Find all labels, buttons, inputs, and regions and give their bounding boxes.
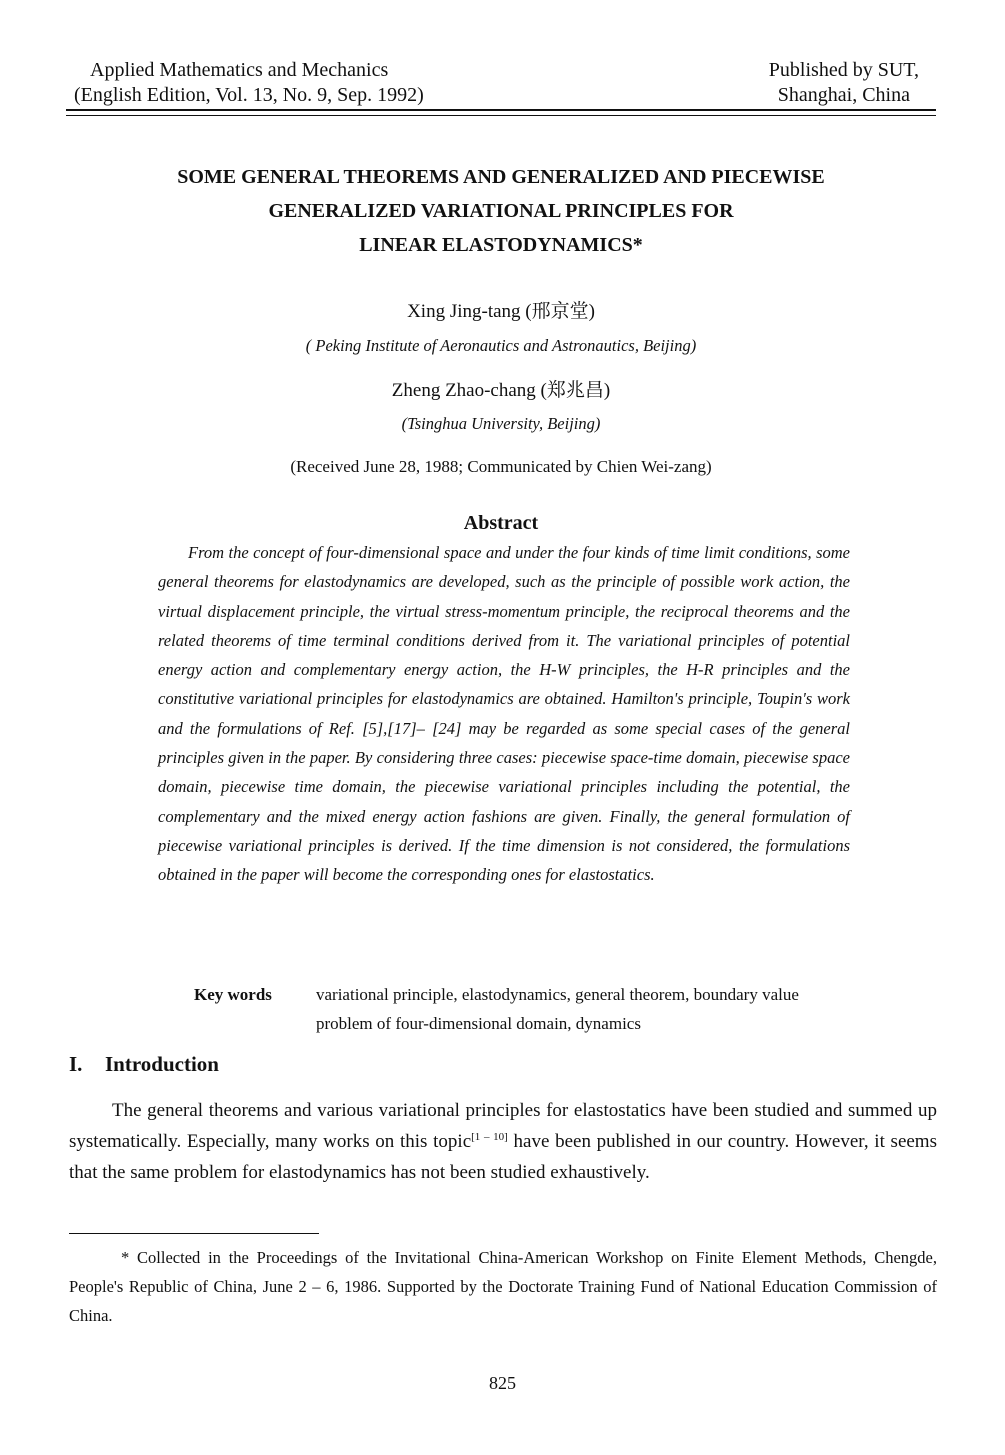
footnote: * Collected in the Proceedings of the Invitational China-American Workshop on Finite Element Methods, Chengde, People's Republic of China, June 2 – 6, 1986. Supported by the Doctorate Training Fund of National Education Commission of China. [69,1248,937,1325]
paper-title [66,160,936,262]
abstract-text: From the concept of four-dimensional space and under the four kinds of time limit conditions, some general theorems for elastodynamics are developed, such as the principle of possible work action, the virtual displacement principle, the virtual stress-momentum principle, the reciprocal theorems and the related theorems of time terminal conditions derived from it. The variational principles of potential energy action and complementary energy action, the H-W principles, the H-R principles and the constitutive variational principles for elastodynamics are obtained. Hamilton's principle, Toupin's work and the formulations of Ref. [5],[17]– [24] may be regarded as some special cases of the general principles given in the paper. By considering three cases: piecewise space-time domain, piecewise space domain, piecewise time domain, the piecewise variational principles including the potential, the complementary and the mixed energy action fashions are given. Finally, the general formulation of piecewise variational principles is derived. If the time dimension is not considered, the formulations obtained in the paper will become the corresponding ones for elastostatics. [158,543,850,885]
author-2: Zheng Zhao-chang (郑兆昌) [391,380,611,401]
author-1: Xing Jing-tang (邢京堂) [407,301,595,322]
title-line-3: LINEAR ELASTODYNAMICS* [359,234,643,256]
title-line-1: SOME GENERAL THEOREMS AND GENERALIZED AND PIECEWISE [177,166,825,188]
journal-header [74,58,424,108]
publisher-header [769,58,919,108]
affiliation-1: ( Peking Institute of Aeronautics and Astronautics, Beijing) [305,336,697,355]
page-number: 825 [489,1373,516,1393]
header-rule-thick [66,109,936,111]
affiliation-2: (Tsinghua University, Beijing) [401,414,601,433]
publisher-location: Shanghai, China [777,84,910,106]
header-rule-thin [66,115,936,116]
publisher-name: Published by SUT, [768,59,919,81]
section-title: Introduction [105,1052,219,1076]
keywords-text: variational principle, elastodynamics, general theorem, boundary value problem of four-dimensional domain, dynamics [316,985,799,1033]
received-line: (Received June 28, 1988; Communicated by Chien Wei-zang) [290,457,712,476]
keywords-label: Key words [194,985,272,1004]
section-heading-introduction [69,1052,219,1077]
intro-text-part-1: The general theorems and various variational principles for elastostatics have been studied and summed up systematically. Especially, many works on this topic [69,1100,937,1152]
intro-text-part-2: have been published in our country. However, it seems that the same problem for elastodynamics has not been studied exhaustively. [69,1131,937,1183]
journal-name: Applied Mathematics and Mechanics [90,59,389,81]
introduction-paragraph [69,1095,937,1188]
journal-edition: (English Edition, Vol. 13, No. 9, Sep. 1992) [74,84,424,106]
section-number: I. [69,1052,83,1076]
abstract-heading: Abstract [463,512,539,534]
footnote-rule [69,1233,319,1234]
citation-superscript: [1 – 10] [471,1131,508,1143]
title-line-2: GENERALIZED VARIATIONAL PRINCIPLES FOR [268,200,734,222]
